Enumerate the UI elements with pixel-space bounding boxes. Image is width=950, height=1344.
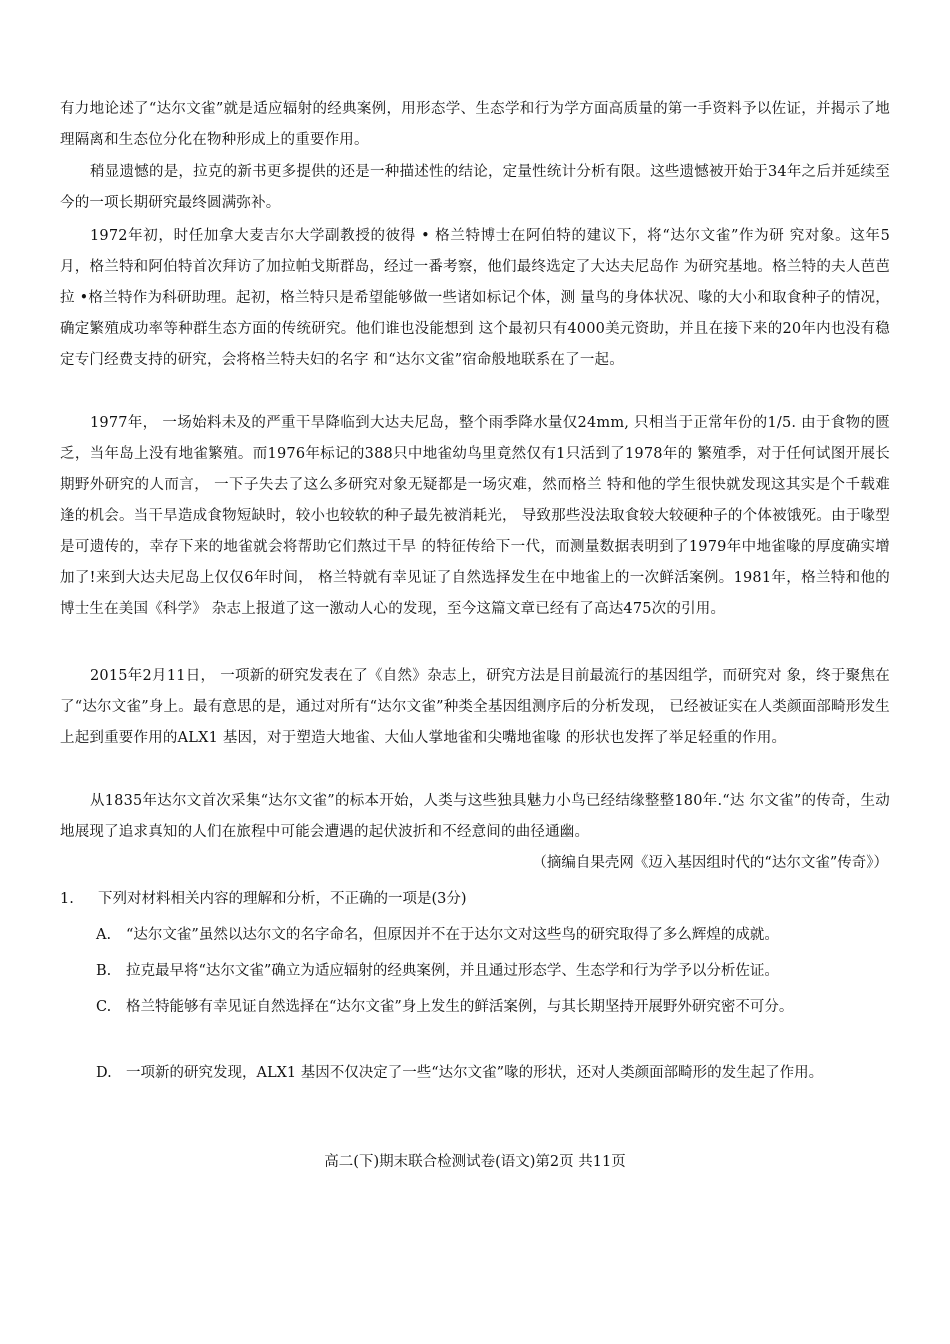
option-label: A.: [96, 927, 112, 943]
paragraph-5: 2015年2月11日， 一项新的研究发表在了《自然》杂志上，研究方法是目前最流行的基因组学，而研究对 象，终于聚焦在了“达尔文雀”身上。最有意思的是，通过对所有“达尔文雀”种类全基因组测序后的分析发现， 已经被证实在人类颜面部畸形发生上起到重要作用的ALX1 基因，对于塑造大地雀、大仙人掌地雀和尖嘴地雀喙 的形状也发挥了举足轻重的作用。: [60, 668, 890, 746]
option-label: B.: [96, 963, 112, 979]
question-1: [60, 884, 890, 915]
option-text: 格兰特能够有幸见证自然选择在“达尔文雀”身上发生的鲜活案例，与其长期坚持开展野外研究密不可分。: [126, 999, 794, 1015]
option-c: [96, 992, 886, 1022]
option-text: 一项新的研究发现，ALX1 基因不仅决定了一些“达尔文雀”喙的形状，还对人类颜面部畸形的发生起了作用。: [126, 1065, 824, 1081]
option-a: [96, 920, 886, 950]
question-stem: 下列对材料相关内容的理解和分析，不正确的一项是(3分): [98, 891, 467, 907]
option-text: “达尔文雀”虽然以达尔文的名字命名，但原因并不在于达尔文对这些鸟的研究取得了多么辉煌的成就。: [126, 927, 779, 943]
paragraph-3: 1972年初，时任加拿大麦吉尔大学副教授的彼得 • 格兰特博士在阿伯特的建议下，将“达尔文雀”作为研 究对象。这年5月，格兰特和阿伯特首次拜访了加拉帕戈斯群岛，经过一番考察，他们最终选定了大达夫尼岛作 为研究基地。格兰特的夫人芭芭拉 •格兰特作为科研助理。起初，格兰特只是希望能够做一些诸如标记个体，测 量鸟的身体状况、喙的大小和取食种子的情况，确定繁殖成功率等种群生态方面的传统研究。他们谁也没能想到 这个最初只有4000美元资助，并且在接下来的20年内也没有稳定专门经费支持的研究，会将格兰特夫妇的名字 和“达尔文雀”宿命般地联系在了一起。: [60, 228, 890, 368]
option-d: [96, 1058, 886, 1088]
page-footer: 高二(下)期末联合检测试卷(语文)第2页 共11页: [324, 1154, 626, 1170]
question-number: 1.: [60, 891, 74, 907]
option-text: 拉克最早将“达尔文雀”确立为适应辐射的经典案例，并且通过形态学、生态学和行为学予以分析佐证。: [126, 963, 779, 979]
paragraph-6: 从1835年达尔文首次采集“达尔文雀”的标本开始，人类与这些独具魅力小鸟已经结缘整整180年.“达 尔文雀”的传奇，生动地展现了追求真知的人们在旅程中可能会遭遇的起伏波折和不经意间的曲径通幽。: [60, 793, 890, 840]
option-b: [96, 956, 886, 986]
source-citation: （摘编自果壳网《迈入基因组时代的“达尔文雀”传奇》）: [532, 855, 888, 871]
option-label: C.: [96, 999, 112, 1015]
paragraph-1: 有力地论述了“达尔文雀”就是适应辐射的经典案例，用形态学、生态学和行为学方面高质量的第一手资料予以佐证，并揭示了地理隔离和生态位分化在物种形成上的重要作用。: [60, 101, 890, 148]
paragraph-4: 1977年， 一场始料未及的严重干旱降临到大达夫尼岛，整个雨季降水量仅24mm, 只相当于正常年份的1/5. 由于食物的匮乏，当年岛上没有地雀繁殖。而1976年标记的388只中地雀幼鸟里竟然仅有1只活到了1978年的 繁殖季，对于任何试图开展长期野外研究的人而言， 一下子失去了这么多研究对象无疑都是一场灾难，然而格兰 特和他的学生很快就发现这其实是个千载难逢的机会。当干旱造成食物短缺时，较小也较软的种子最先被消耗光， 导致那些没法取食较大较硬种子的个体被饿死。由于喙型是可遗传的，幸存下来的地雀就会将帮助它们熬过干旱 的特征传给下一代，而测量数据表明到了1979年中地雀喙的厚度确实增加了!来到大达夫尼岛上仅仅6年时间， 格兰特就有幸见证了自然选择发生在中地雀上的一次鲜活案例。1981年，格兰特和他的博士生在美国《科学》 杂志上报道了这一激动人心的发现，至今这篇文章已经有了高达475次的引用。: [60, 415, 890, 617]
option-label: D.: [96, 1065, 112, 1081]
paragraph-2: 稍显遗憾的是，拉克的新书更多提供的还是一种描述性的结论，定量性统计分析有限。这些遗憾被开始于34年之后并延续至今的一项长期研究最终圆满弥补。: [60, 164, 890, 211]
